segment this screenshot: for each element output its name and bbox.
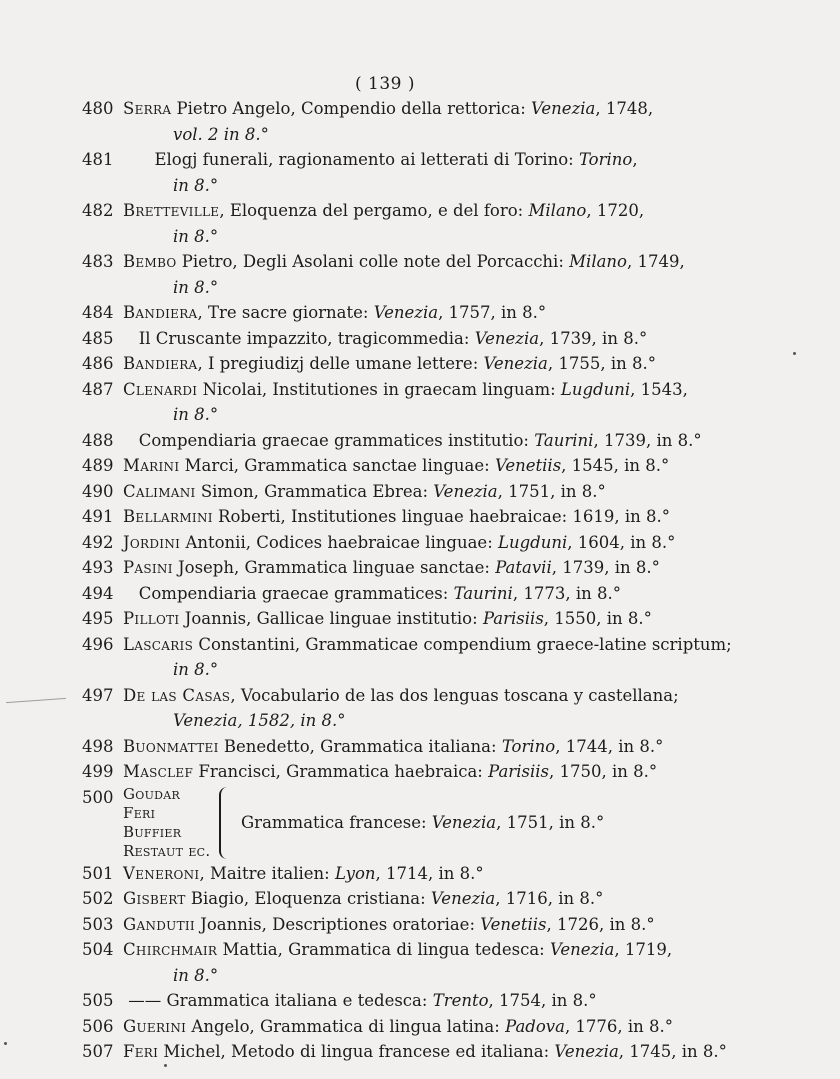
- entry-text: [123, 734, 772, 760]
- place: Venezia: [474, 328, 540, 348]
- entry-continuation: [82, 402, 772, 428]
- entry-number: 480: [82, 99, 114, 118]
- entry-line: [82, 428, 772, 454]
- entry-number: 500: [82, 787, 114, 807]
- entry-description: Nicolai, Institutiones in graecam linguam:: [197, 379, 561, 399]
- entry-description: , Eloquenza del pergamo, e del foro:: [219, 201, 529, 220]
- entry-line: [82, 326, 772, 352]
- indent: [82, 122, 123, 148]
- entry-line: [82, 759, 772, 785]
- author-name: Calimani: [123, 481, 196, 501]
- catalog-entry-503: [82, 912, 772, 938]
- indent: [82, 657, 123, 683]
- entry-number: 502: [82, 889, 114, 908]
- entry-description: Marci, Grammatica sanctae linguae:: [179, 456, 495, 475]
- place: Venetiis: [480, 914, 547, 934]
- author-name: Jordini: [123, 532, 181, 552]
- place: Torino: [578, 150, 633, 169]
- author-name: Serra: [123, 99, 172, 118]
- indent: [82, 173, 123, 199]
- place: Venezia: [483, 354, 548, 373]
- entry-description: , Tre sacre giornate:: [197, 303, 374, 322]
- place: Torino: [501, 736, 556, 756]
- entry-description: , I pregiudizj delle umane lettere:: [197, 354, 484, 373]
- entry-text: [123, 351, 772, 377]
- catalog-entry-493: [82, 555, 772, 581]
- place: Lyon: [334, 863, 376, 883]
- entry-line: [82, 453, 772, 479]
- entry-text: [123, 555, 772, 581]
- entry-tail: , 1748,: [595, 99, 654, 118]
- entry-line: [82, 351, 772, 377]
- entry-number: 491: [82, 507, 114, 526]
- entry-number: 485: [82, 328, 114, 348]
- page-number: ( 139 ): [354, 74, 416, 94]
- place: Venezia: [531, 99, 596, 118]
- entry-number: 501: [82, 863, 114, 883]
- entry-tail: ,: [632, 150, 638, 169]
- entry-line: [82, 479, 772, 505]
- entry-number: 504: [82, 940, 114, 959]
- entry-tail: , 1720,: [586, 201, 645, 220]
- entry-text: [123, 96, 772, 122]
- entry-description: Francisci, Grammatica haebraica:: [193, 762, 489, 781]
- entry-line: [82, 632, 772, 658]
- entry-text: [123, 759, 772, 785]
- entry-continuation-text: in 8.°: [173, 175, 219, 195]
- entry-description: Pietro, Degli Asolani colle note del Porcacchi:: [176, 252, 570, 271]
- catalog-entry-487: [82, 377, 772, 428]
- entry-text: [123, 453, 772, 479]
- catalog-entry-501: [82, 861, 772, 887]
- catalog-entry-480: [82, 96, 772, 147]
- entry-line: [82, 937, 772, 963]
- entry-continuation: [82, 224, 772, 250]
- entry-tail: , 1726, in 8.°: [546, 914, 655, 934]
- entry-line: [82, 1014, 772, 1040]
- place: Padova: [505, 1016, 565, 1036]
- entry-line: [82, 555, 772, 581]
- entry-text: [123, 937, 772, 963]
- author-name: Lascaris: [123, 634, 194, 654]
- entry-number: 483: [82, 252, 114, 271]
- place: Venezia: [554, 1042, 619, 1061]
- entry-line: [82, 530, 772, 556]
- entry-line: [82, 147, 772, 173]
- entry-text: [123, 683, 772, 709]
- catalog-entry-502: [82, 886, 772, 912]
- entry-description: , Vocabulario de las dos lenguas toscana y castellana;: [230, 685, 679, 705]
- entry-number: 484: [82, 303, 114, 322]
- entry-number: 487: [82, 379, 114, 399]
- entry-tail: , 1550, in 8.°: [543, 609, 652, 628]
- place: Lugduni: [560, 379, 631, 399]
- author-name: Pilloti: [123, 609, 180, 628]
- entry-text: [123, 147, 772, 173]
- catalog-entry-495: [82, 606, 772, 632]
- place: Lugduni: [498, 532, 568, 552]
- entry-text: [123, 632, 772, 658]
- entry-number: 493: [82, 558, 114, 577]
- entry-text: [123, 326, 772, 352]
- entry-number: 481: [82, 150, 114, 169]
- entry-number: 482: [82, 201, 114, 220]
- entry-text: [123, 1039, 772, 1065]
- entry-tail: , 1545, in 8.°: [561, 456, 670, 475]
- entry-line: [82, 861, 772, 887]
- entry-description: Joannis, Descriptiones oratoriae:: [194, 914, 481, 934]
- entry-continuation-text: vol. 2 in 8.°: [173, 124, 269, 144]
- entry-text: Grammatica francese: Venezia, 1751, in 8.°: [241, 812, 605, 832]
- entries-480-499: [82, 96, 772, 785]
- place: Venezia: [431, 812, 497, 832]
- indent: [82, 224, 123, 250]
- author-name: Gisbert: [123, 889, 186, 908]
- entry-continuation-text: Venezia, 1582, in 8.°: [173, 711, 346, 730]
- entry-tail: , 1716, in 8.°: [495, 889, 604, 908]
- entry-text: [123, 886, 772, 912]
- entry-text: [123, 504, 772, 530]
- entry-description: —— Grammatica italiana e tedesca:: [123, 991, 433, 1010]
- author-name: Marini: [123, 456, 180, 475]
- entry-number: 489: [82, 456, 114, 475]
- author-name: Feri: [123, 1042, 159, 1061]
- entry-line: [82, 249, 772, 275]
- entry-description: Benedetto, Grammatica italiana:: [218, 736, 502, 756]
- entry-description: Mattia, Grammatica di lingua tedesca:: [217, 940, 550, 959]
- entry-number: 486: [82, 354, 114, 373]
- catalog-entry-497: [82, 683, 772, 734]
- ink-speck: [4, 1042, 7, 1045]
- place: Venezia: [433, 481, 498, 501]
- entry-line: [82, 581, 772, 607]
- entry-tail: , 1755, in 8.°: [547, 354, 657, 373]
- entry-description: Simon, Grammatica Ebrea:: [195, 481, 434, 501]
- place: Trento: [432, 991, 489, 1010]
- catalog-entry-489: [82, 453, 772, 479]
- entry-line: [82, 988, 772, 1014]
- entry-number: 499: [82, 762, 114, 781]
- entry-line: [82, 1039, 772, 1065]
- entry-continuation: [82, 708, 772, 734]
- entry-continuation: [82, 657, 772, 683]
- entry-tail: , 1751, in 8.°: [497, 481, 606, 501]
- catalog-entry-492: [82, 530, 772, 556]
- catalog-entry-504: [82, 937, 772, 988]
- author-name: Bembo: [123, 252, 177, 271]
- catalog-entry-499: [82, 759, 772, 785]
- entry-description: Compendiaria graecae grammatices:: [123, 583, 454, 603]
- catalog-entry-496: [82, 632, 772, 683]
- author-name: Veneroni: [123, 863, 200, 883]
- entry-description: , Maitre italien:: [199, 863, 335, 883]
- author-name: Gandutii: [123, 914, 195, 934]
- entry-tail: , 1744, in 8.°: [555, 736, 664, 756]
- place: Venezia: [430, 889, 496, 908]
- entry-number: 490: [82, 481, 114, 501]
- entry-description: Roberti, Institutiones linguae haebraicae: 1619, in 8.°: [212, 507, 671, 526]
- entry-description: Antonii, Codices haebraicae linguae:: [180, 532, 498, 552]
- entry-line: [82, 606, 772, 632]
- indent: [82, 402, 123, 428]
- author-name: Bretteville: [123, 201, 220, 220]
- entries-501-507: [82, 861, 772, 1065]
- catalog-entry-500: [82, 785, 772, 861]
- entry-description: Compendiaria graecae grammatices institutio:: [123, 430, 535, 450]
- entry-number: 492: [82, 532, 114, 552]
- entry-continuation: [82, 963, 772, 989]
- entry-number: 495: [82, 609, 114, 628]
- entry-text: [123, 988, 772, 1014]
- entry-line: [82, 683, 772, 709]
- entry-number: 507: [82, 1042, 114, 1061]
- author-name: Buonmattei: [123, 736, 219, 756]
- entry-description: Joannis, Gallicae linguae institutio:: [179, 609, 483, 628]
- entry-number: 498: [82, 736, 114, 756]
- catalog-entry-506: [82, 1014, 772, 1040]
- entry-tail: , 1750, in 8.°: [548, 762, 658, 781]
- entry-tail: , 1749,: [627, 252, 685, 271]
- place: Milano: [528, 201, 587, 220]
- author-name: Masclef: [123, 762, 194, 781]
- place: Venezia: [373, 303, 439, 322]
- entry-tail: , 1754, in 8.°: [488, 991, 597, 1010]
- catalog-entry-484: [82, 300, 772, 326]
- entry-description: Pietro Angelo, Compendio della rettorica:: [171, 99, 532, 118]
- entry-line: [82, 912, 772, 938]
- entry-continuation-text: in 8.°: [173, 405, 219, 424]
- entry-text: [123, 861, 772, 887]
- entry-line: [82, 198, 772, 224]
- indent: [82, 708, 123, 734]
- place: Milano: [569, 252, 627, 271]
- entry-line: [82, 96, 772, 122]
- entry-continuation: [82, 122, 772, 148]
- entry-text: [123, 530, 772, 556]
- entry-tail: , 1714, in 8.°: [375, 863, 484, 883]
- place: Patavii: [495, 558, 552, 577]
- entry-text: [123, 198, 772, 224]
- entry-continuation: [82, 275, 772, 301]
- catalog-entry-483: [82, 249, 772, 300]
- entry-line: [82, 300, 772, 326]
- entry-continuation-text: in 8.°: [173, 226, 219, 246]
- place: Parisiis: [482, 609, 544, 628]
- entry-text: [123, 479, 772, 505]
- indent: [82, 275, 123, 301]
- catalog-entry-507: [82, 1039, 772, 1065]
- entry-continuation-text: in 8.°: [173, 660, 219, 679]
- entry-text: [123, 428, 772, 454]
- entry-description: Joseph, Grammatica linguae sanctae:: [172, 558, 496, 577]
- entry-description: Elogj funerali, ragionamento ai letterati di Torino:: [123, 150, 579, 169]
- margin-mark: [6, 698, 66, 703]
- catalog-entry-488: [82, 428, 772, 454]
- entry-tail: , 1739, in 8.°: [551, 558, 660, 577]
- catalog-entry-481: [82, 147, 772, 198]
- author-name: Pasini: [123, 558, 173, 577]
- entry-tail: , 1543,: [630, 379, 688, 399]
- catalog-entry-491: [82, 504, 772, 530]
- catalog-entry-498: [82, 734, 772, 760]
- author-name: De las Casas: [123, 685, 231, 705]
- catalog-entry-485: [82, 326, 772, 352]
- entry-number: 496: [82, 634, 114, 654]
- entry-number: 494: [82, 583, 114, 603]
- entry-description: Michel, Metodo di lingua francese ed italiana:: [158, 1042, 555, 1061]
- place: Venetiis: [494, 456, 562, 475]
- entry-number: 503: [82, 914, 114, 934]
- author-name: Bandiera: [123, 354, 198, 373]
- entry-description: Angelo, Grammatica di lingua latina:: [186, 1016, 506, 1036]
- catalog-entry-494: [82, 581, 772, 607]
- entry-text: [123, 606, 772, 632]
- author-name: Bellarmini: [123, 507, 213, 526]
- entry-number: 505: [82, 991, 114, 1010]
- entry-text: [123, 912, 772, 938]
- entry-tail: , 1719,: [614, 940, 673, 959]
- right-brace-icon: [219, 787, 235, 859]
- catalog-entry-490: [82, 479, 772, 505]
- entry-continuation-text: in 8.°: [173, 277, 219, 297]
- author-group: [123, 785, 215, 861]
- entry-number: 506: [82, 1016, 114, 1036]
- entry-tail: , 1773, in 8.°: [512, 583, 621, 603]
- entry-line: [82, 504, 772, 530]
- author-name: Chirchmair: [123, 940, 218, 959]
- author-name: Clenardi: [123, 379, 198, 399]
- catalog-entry-482: [82, 198, 772, 249]
- entry-number: 488: [82, 430, 114, 450]
- ink-speck: [793, 352, 796, 355]
- entry-tail: , 1757, in 8.°: [438, 303, 547, 322]
- entry-number: 497: [82, 685, 114, 705]
- catalog-entry-505: [82, 988, 772, 1014]
- author-name: Restaut ec.: [123, 841, 211, 860]
- entry-tail: , 1739, in 8.°: [539, 328, 648, 348]
- entry-text: [123, 300, 772, 326]
- place: Taurini: [534, 430, 594, 450]
- entry-text: [123, 581, 772, 607]
- author-name: Guerini: [123, 1016, 187, 1036]
- entry-tail: , 1776, in 8.°: [564, 1016, 674, 1036]
- entry-line: [82, 886, 772, 912]
- place: Parisiis: [488, 762, 549, 781]
- catalog-list: [82, 96, 772, 1065]
- entry-description: Il Cruscante impazzito, tragicommedia:: [123, 328, 475, 348]
- entry-text: [123, 249, 772, 275]
- entry-text: [123, 1014, 772, 1040]
- entry-description: Constantini, Grammaticae compendium graece-latine scriptum;: [193, 634, 732, 654]
- author-name: Goudar: [123, 784, 181, 803]
- author-name: Feri: [123, 803, 156, 822]
- entry-continuation-text: in 8.°: [173, 965, 219, 985]
- indent: [82, 963, 123, 989]
- entry-description: Biagio, Eloquenza cristiana:: [185, 889, 431, 908]
- ink-speck: [164, 1064, 167, 1067]
- place: Venezia: [549, 940, 615, 959]
- entry-tail: , 1745, in 8.°: [618, 1042, 727, 1061]
- author-name: Buffier: [123, 822, 182, 841]
- entry-text: [123, 377, 772, 403]
- place: Taurini: [453, 583, 513, 603]
- entry-tail: , 1604, in 8.°: [567, 532, 676, 552]
- catalog-entry-486: [82, 351, 772, 377]
- author-name: Bandiera: [123, 303, 198, 322]
- entry-line: [82, 377, 772, 403]
- entry-line: [82, 734, 772, 760]
- entry-continuation: [82, 173, 772, 199]
- entry-tail: , 1739, in 8.°: [593, 430, 702, 450]
